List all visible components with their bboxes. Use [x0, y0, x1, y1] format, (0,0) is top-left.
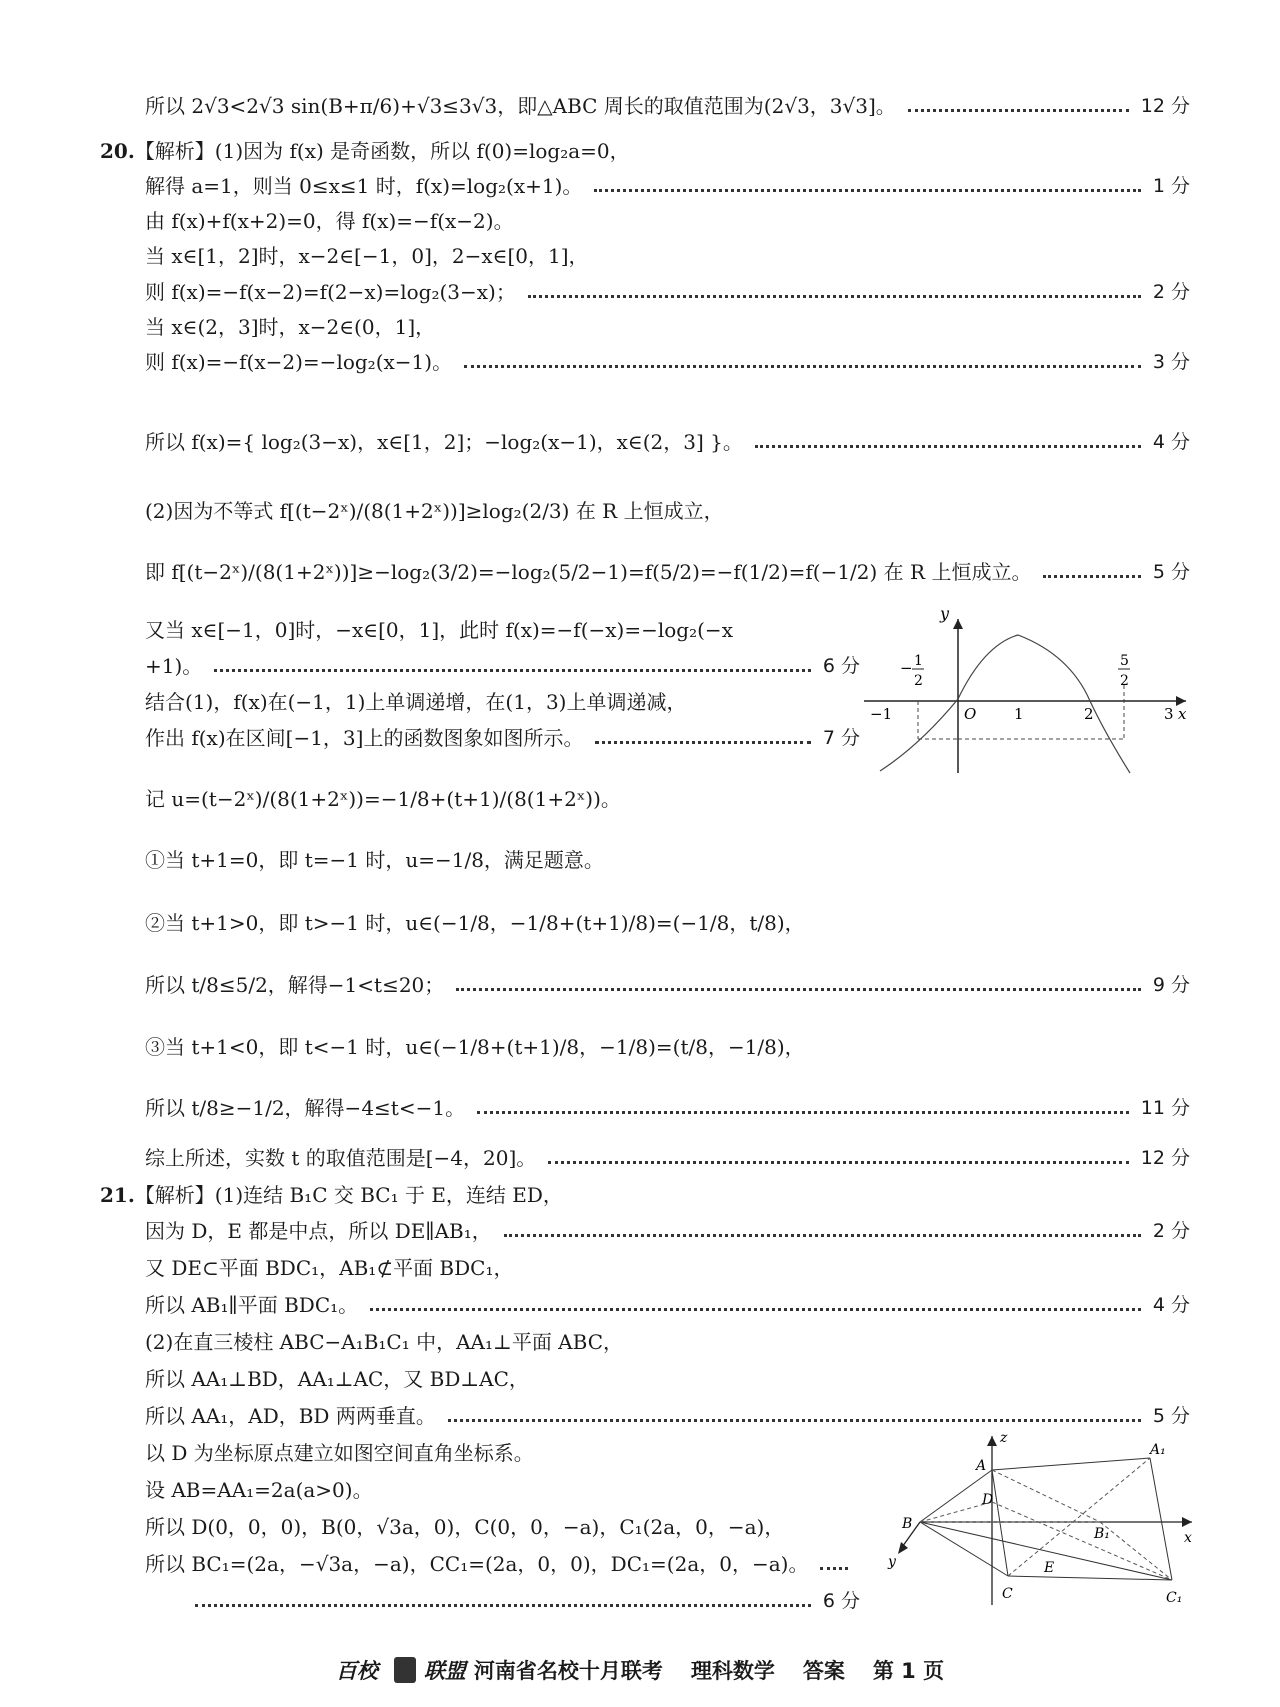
line-22: 21. 【解析】(1)连结 B₁C 交 BC₁ 于 E，连结 ED， — [100, 1183, 563, 1207]
label-five-half-num: 5 — [1120, 653, 1129, 669]
line-10: 即 f[(t−2ˣ)/(8(1+2ˣ))]≥−log₂(3/2)=−log₂(5/2−1)=f(5/2)=−f(1/2)=f(−1/2) 在 R 上恒成立。 5 分 — [145, 560, 1190, 584]
prism-diagram — [880, 1430, 1200, 1610]
line-0: 所以 2√3<2√3 sin(B+π/6)+√3≤3√3，即△ABC 周长的取值范围为(2√3，3√3]。 12 分 — [145, 94, 1190, 118]
page-footer — [0, 1650, 1280, 1690]
label-D: D — [982, 1492, 994, 1508]
line-9: (2)因为不等式 f[(t−2ˣ)/(8(1+2ˣ))]≥log₂(2/3) 在 R 上恒成立， — [145, 499, 724, 523]
line-4: 当 x∈[1，2]时，x−2∈[−1，0]，2−x∈[0，1]， — [145, 244, 589, 268]
line-23: 因为 D，E 都是中点，所以 DE∥AB₁， 2 分 — [145, 1219, 1190, 1243]
line-33: 6 分 — [195, 1583, 860, 1619]
origin-label: O — [964, 705, 977, 723]
function-graph — [860, 604, 1190, 775]
label-five-half-den: 2 — [1120, 673, 1129, 689]
subject: 理科数学 — [690, 1659, 775, 1683]
exam-title: 河南省名校十月联考 — [473, 1659, 663, 1683]
line-31: 所以 D(0，0，0)，B(0，√3a，0)，C(0，0，−a)，C₁(2a，0，−a)， — [145, 1515, 785, 1539]
label-y: y — [888, 1554, 896, 1570]
brand-name: 百校 — [335, 1658, 378, 1683]
line-3: 由 f(x)+f(x+2)=0，得 f(x)=−f(x−2)。 — [145, 209, 514, 233]
line-20: 所以 t/8≥−1/2，解得−4≤t<−1。 11 分 — [145, 1096, 1190, 1120]
label-x: x — [1184, 1530, 1192, 1546]
line-27: 所以 AA₁⊥BD，AA₁⊥AC，又 BD⊥AC， — [145, 1367, 529, 1391]
line-16: ①当 t+1=0，即 t=−1 时，u=−1/8，满足题意。 — [145, 848, 604, 872]
label-C1: C₁ — [1166, 1590, 1183, 1606]
line-8: 所以 f(x)={ log₂(3−x)，x∈[1，2]；−log₂(x−1)，x∈(2，3] }。 4 分 — [145, 430, 1190, 454]
line-21: 综上所述，实数 t 的取值范围是[−4，20]。 12 分 — [145, 1146, 1190, 1170]
line-17: ②当 t+1>0，即 t>−1 时，u∈(−1/8，−1/8+(t+1)/8)=(−1/8，t/8)， — [145, 911, 805, 935]
label-B1: B₁ — [1094, 1526, 1110, 1542]
page-number: 第 1 页 — [872, 1659, 945, 1683]
line-28: 所以 AA₁，AD，BD 两两垂直。 5 分 — [145, 1404, 1190, 1428]
y-axis-label: y — [940, 604, 950, 623]
label-neg-half-den: 2 — [914, 673, 923, 689]
line-7: 则 f(x)=−f(x−2)=−log₂(x−1)。 3 分 — [145, 350, 1190, 374]
tick-neg1: −1 — [870, 705, 893, 723]
label-neg-half-num: 1 — [914, 653, 923, 669]
brand-seal-icon — [394, 1657, 416, 1683]
line-25: 所以 AB₁∥平面 BDC₁。 4 分 — [145, 1293, 1190, 1317]
line-14: 作出 f(x)在区间[−1，3]上的函数图象如图所示。 7 分 — [145, 726, 860, 750]
label-B: B — [902, 1516, 913, 1532]
tick-1: 1 — [1014, 705, 1024, 723]
question-number: 21. — [100, 1183, 135, 1207]
label-A1: A₁ — [1150, 1442, 1166, 1458]
question-number: 20. — [100, 139, 135, 163]
doc-type: 答案 — [802, 1659, 845, 1683]
label-C: C — [1002, 1586, 1013, 1602]
label-A: A — [976, 1458, 987, 1474]
line-13: 结合(1)，f(x)在(−1，1)上单调递增，在(1，3)上单调递减， — [145, 690, 687, 714]
line-11: 又当 x∈[−1，0]时，−x∈[0，1]，此时 f(x)=−f(−x)=−log₂(−x — [145, 618, 733, 642]
brand-league: 联盟 — [423, 1658, 466, 1683]
line-18: 所以 t/8≤5/2，解得−1<t≤20； 9 分 — [145, 973, 1190, 997]
line-19: ③当 t+1<0，即 t<−1 时，u∈(−1/8+(t+1)/8，−1/8)=(t/8，−1/8)， — [145, 1035, 805, 1059]
line-1: 20. 【解析】(1)因为 f(x) 是奇函数，所以 f(0)=log₂a=0， — [100, 139, 630, 163]
line-15: 记 u=(t−2ˣ)/(8(1+2ˣ))=−1/8+(t+1)/(8(1+2ˣ))。 — [145, 787, 621, 811]
line-26: (2)在直三棱柱 ABC−A₁B₁C₁ 中，AA₁⊥平面 ABC， — [145, 1330, 623, 1354]
line-24: 又 DE⊂平面 BDC₁，AB₁⊄平面 BDC₁， — [145, 1256, 514, 1280]
label-E: E — [1044, 1560, 1055, 1576]
label-neg-half-sign: − — [900, 659, 913, 677]
line-30: 设 AB=AA₁=2a(a>0)。 — [145, 1478, 373, 1502]
line-5: 则 f(x)=−f(x−2)=f(2−x)=log₂(3−x)； 2 分 — [145, 280, 1190, 304]
line-32: 所以 BC₁=(2a，−√3a，−a)，CC₁=(2a，0，0)，DC₁=(2a，0，−a)。 — [145, 1546, 860, 1582]
line-29: 以 D 为坐标原点建立如图空间直角坐标系。 — [145, 1441, 534, 1465]
line-2: 解得 a=1，则当 0≤x≤1 时，f(x)=log₂(x+1)。 1 分 — [145, 174, 1190, 198]
x-axis-label: x — [1178, 705, 1187, 723]
tick-3: 3 — [1164, 705, 1174, 723]
label-z: z — [1000, 1430, 1008, 1446]
tick-2: 2 — [1084, 705, 1094, 723]
line-6: 当 x∈(2，3]时，x−2∈(0，1]， — [145, 315, 436, 339]
line-12: +1)。 6 分 — [145, 654, 860, 678]
